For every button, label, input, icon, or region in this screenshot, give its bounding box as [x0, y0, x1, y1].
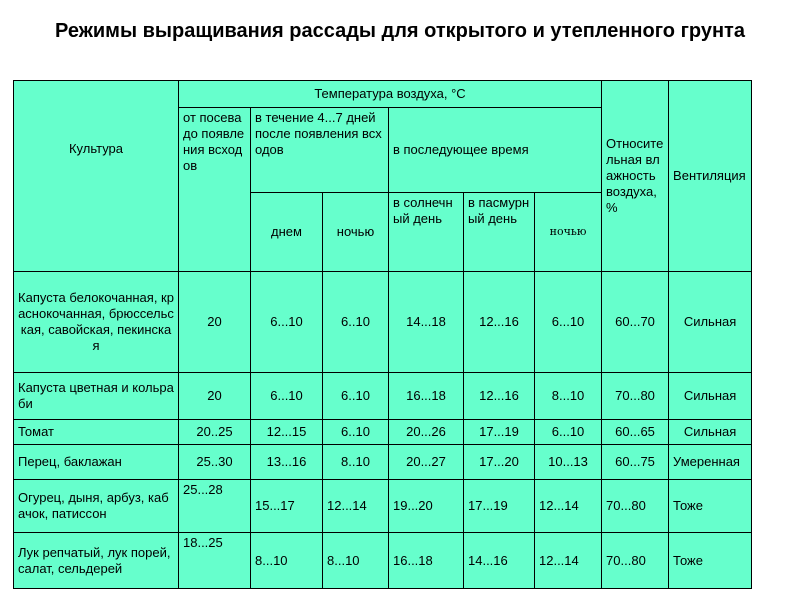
day-cell: 8...10 — [251, 533, 323, 589]
until-emergence-cell: 25...28 — [179, 480, 251, 533]
culture-cell: Капуста белокочанная, краснокочанная, брюссельская, савойская, пекинская — [14, 272, 179, 373]
cloudy-day-cell: 17...20 — [464, 445, 535, 480]
ventilation-cell: Умеренная — [669, 445, 752, 480]
table-row — [14, 420, 752, 445]
later-night-cell: 8...10 — [535, 373, 602, 420]
until-emergence-cell: 20 — [179, 272, 251, 373]
until-emergence-cell: 20..25 — [179, 420, 251, 445]
culture-cell: Лук репчатый, лук порей, салат, сельдерей — [14, 533, 179, 589]
later-night-cell: 6...10 — [535, 272, 602, 373]
culture-cell: Капуста цветная и кольраби — [14, 373, 179, 420]
cloudy-day-cell: 12...16 — [464, 373, 535, 420]
until-emergence-cell: 18...25 — [179, 533, 251, 589]
night-cell: 8..10 — [323, 445, 389, 480]
culture-cell: Томат — [14, 420, 179, 445]
table-row — [14, 533, 752, 589]
ventilation-cell: Тоже — [669, 480, 752, 533]
header-humidity: Относительная влажность воздуха, % — [602, 81, 669, 272]
ventilation-cell: Тоже — [669, 533, 752, 589]
cloudy-day-cell: 17...19 — [464, 480, 535, 533]
header-ventilation: Вентиляция — [669, 81, 752, 272]
cloudy-day-cell: 17...19 — [464, 420, 535, 445]
until-emergence-cell: 20 — [179, 373, 251, 420]
night-cell: 12...14 — [323, 480, 389, 533]
header-cloudy-day: в пасмурный день — [464, 193, 535, 272]
ventilation-cell: Сильная — [669, 373, 752, 420]
culture-cell: Перец, баклажан — [14, 445, 179, 480]
header-later: в последующее время — [389, 108, 602, 193]
until-emergence-cell: 25..30 — [179, 445, 251, 480]
ventilation-cell: Сильная — [669, 420, 752, 445]
table-row — [14, 272, 752, 373]
day-cell: 15...17 — [251, 480, 323, 533]
sunny-day-cell: 20...27 — [389, 445, 464, 480]
header-air-temperature: Температура воздуха, °С — [179, 81, 602, 108]
cloudy-day-cell: 12...16 — [464, 272, 535, 373]
humidity-cell: 60...75 — [602, 445, 669, 480]
table-row — [14, 445, 752, 480]
sunny-day-cell: 16...18 — [389, 373, 464, 420]
humidity-cell: 70...80 — [602, 373, 669, 420]
night-cell: 6..10 — [323, 373, 389, 420]
later-night-cell: 12...14 — [535, 480, 602, 533]
ventilation-cell: Сильная — [669, 272, 752, 373]
header-sunny-day: в солнечный день — [389, 193, 464, 272]
cloudy-day-cell: 14...16 — [464, 533, 535, 589]
humidity-cell: 60...65 — [602, 420, 669, 445]
sunny-day-cell: 14...18 — [389, 272, 464, 373]
night-cell: 6..10 — [323, 420, 389, 445]
culture-cell: Огурец, дыня, арбуз, кабачок, патиссон — [14, 480, 179, 533]
header-day: днем — [251, 193, 323, 272]
day-cell: 6...10 — [251, 373, 323, 420]
day-cell: 13...16 — [251, 445, 323, 480]
table-row — [14, 373, 752, 420]
night-cell: 8...10 — [323, 533, 389, 589]
sunny-day-cell: 20...26 — [389, 420, 464, 445]
later-night-cell: 10...13 — [535, 445, 602, 480]
sunny-day-cell: 16...18 — [389, 533, 464, 589]
seedling-regimes-table — [13, 80, 752, 589]
later-night-cell: 12...14 — [535, 533, 602, 589]
later-night-cell: 6...10 — [535, 420, 602, 445]
header-until-emergence: от посева до появления всходов — [179, 108, 251, 272]
night-cell: 6..10 — [323, 272, 389, 373]
humidity-cell: 60...70 — [602, 272, 669, 373]
page-title: Режимы выращивания рассады для открытого и утепленного грунта — [55, 20, 745, 42]
header-first-days: в течение 4...7 дней после появления всходов — [251, 108, 389, 193]
table-row — [14, 480, 752, 533]
sunny-day-cell: 19...20 — [389, 480, 464, 533]
header-culture: Культура — [14, 81, 179, 272]
header-later-night: ночью — [535, 193, 602, 272]
humidity-cell: 70...80 — [602, 533, 669, 589]
day-cell: 12...15 — [251, 420, 323, 445]
header-night: ночью — [323, 193, 389, 272]
day-cell: 6...10 — [251, 272, 323, 373]
humidity-cell: 70...80 — [602, 480, 669, 533]
